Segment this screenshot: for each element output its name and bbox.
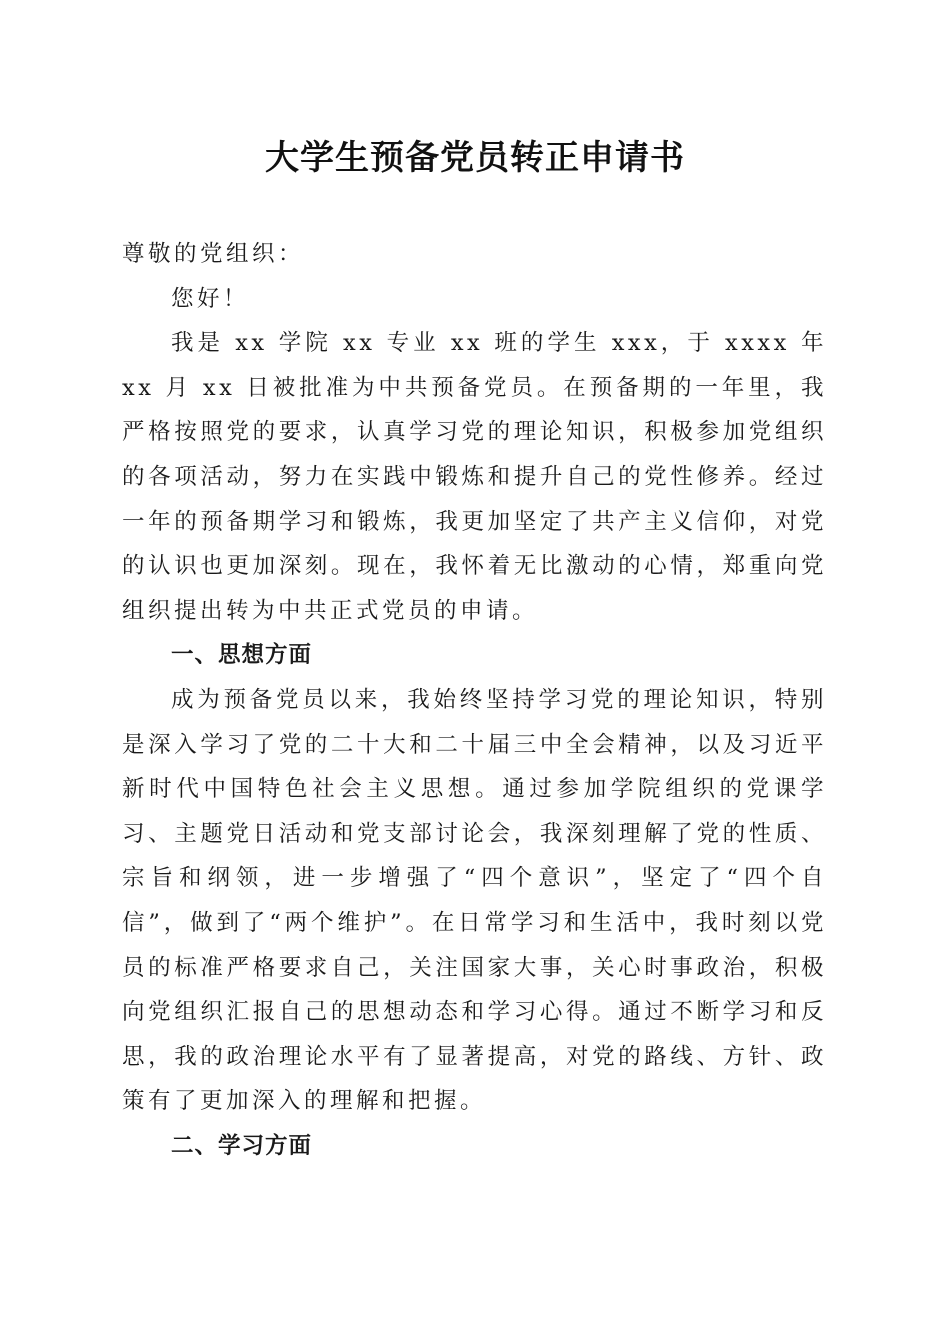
intro-paragraph: 我是 xx 学院 xx 专业 xx 班的学生 xxx，于 xxxx 年 xx 月 xx 日被批准为中共预备党员。在预备期的一年里，我严格按照党的要求，认真学习党的理论知识，积极参加党组织的各项活动，努力在实践中锻炼和提升自己的党性修养。经过一年的预备期学习和锻炼，我更加坚定了共产主义信仰，对党的认识也更加深刻。现在，我怀着无比激动的心情，郑重向党组织提出转为中共正式党员的申请。: [122, 330, 827, 624]
document-title: 大学生预备党员转正申请书: [265, 138, 685, 178]
document-body: [122, 232, 827, 1168]
section-heading-thought: 一、思想方面: [171, 642, 313, 669]
greeting: 您好！: [171, 285, 250, 312]
section-paragraph-thought: 成为预备党员以来，我始终坚持学习党的理论知识，特别是深入学习了党的二十大和二十届三中全会精神，以及习近平新时代中国特色社会主义思想。通过参加学院组织的党课学习、主题党日活动和党支部讨论会，我深刻理解了党的性质、宗旨和纲领，进一步增强了“四个意识”，坚定了“四个自信”，做到了“两个维护”。在日常学习和生活中，我时刻以党员的标准严格要求自己，关注国家大事，关心时事政治，积极向党组织汇报自己的思想动态和学习心得。通过不断学习和反思，我的政治理论水平有了显著提高，对党的路线、方针、政策有了更加深入的理解和把握。: [122, 686, 827, 1115]
salutation: 尊敬的党组织：: [122, 241, 305, 267]
section-heading-study: 二、学习方面: [171, 1132, 313, 1159]
